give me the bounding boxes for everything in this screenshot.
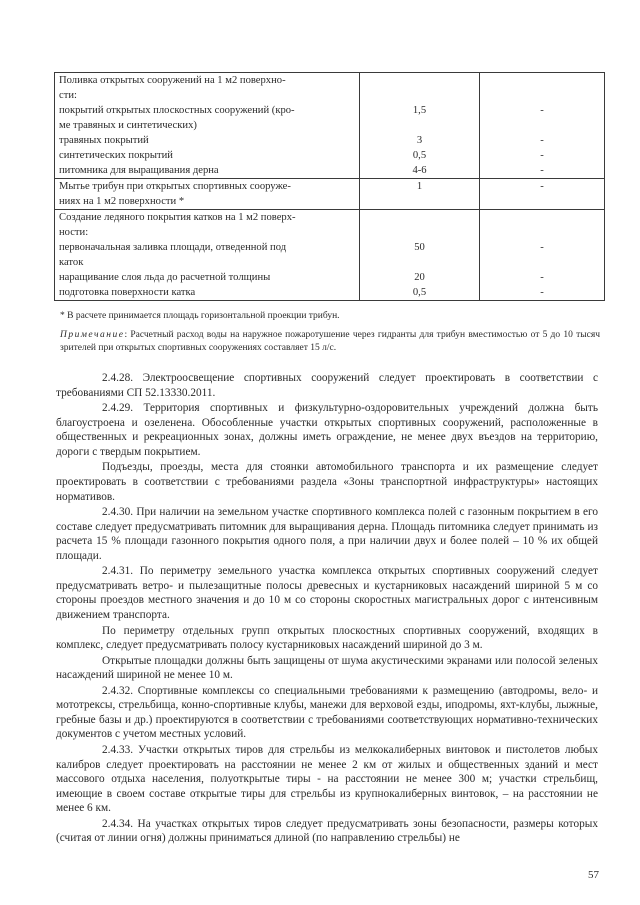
table-body xyxy=(55,73,605,301)
cell-line: ме травяных и синтетических) xyxy=(59,120,197,131)
cell-line xyxy=(480,255,604,270)
cell-line: Создание ледяного покрытия катков на 1 м2 поверх- xyxy=(59,212,296,223)
cell-line: - xyxy=(540,287,544,298)
body-paragraph: 2.4.32. Спортивные комплексы со специальными требованиями к размещению (автодромы, вело- и мототрексы, стрельбища, конно-спортивные клубы, манежи для верховой езды, иподромы, яхт-клубы, лыжные, гребные базы и др.) проектируются в соответствии с требованиями соответствующих нормативно-технических документов с учетом местных условий. xyxy=(56,684,598,741)
value-cell xyxy=(360,179,480,210)
table-footnote: * В расчете принимается площадь горизонтальной проекции трибун. xyxy=(60,311,340,321)
cell-line: Поливка открытых сооружений на 1 м2 поверхно- xyxy=(59,75,286,86)
extra-value-cell xyxy=(480,210,605,301)
cell-line: 20 xyxy=(414,272,425,283)
body-paragraph: Открытые площадки должны быть защищены от шума акустическими экранами или полосой зеленых насаждений шириной не менее 10 м. xyxy=(56,654,598,682)
value-cell xyxy=(360,210,480,301)
cell-line: 1 xyxy=(416,181,423,192)
extra-value-cell xyxy=(480,73,605,179)
cell-line: - xyxy=(540,272,544,283)
cell-line: - xyxy=(540,165,544,176)
body-paragraph: 2.4.33. Участки открытых тиров для стрельбы из мелкокалиберных винтовок и пистолетов любых калибров следует проектировать на расстоянии не менее 2 км от жилых и общественных зданий и мест массового отдыха населения, полуоткрытые тиры - на расстоянии не менее 300 м; участки стрельбищ, имеющие в своем составе открытые тиры для стрельбы из крупнокалиберных винтовок, – на расстоянии не менее 6 км. xyxy=(56,743,598,815)
cell-line: 0,5 xyxy=(412,150,427,161)
body-paragraph: 2.4.30. При наличии на земельном участке спортивного комплекса полей с газонным покрытием в его составе следует предусматривать питомник для выращивания дерна. Площадь питомника следует принимать из расчета 15 % площади газонного покрытия одного поля, а при наличии двух и более полей – 10 % их общей площади. xyxy=(56,506,598,562)
cell-line: наращивание слоя льда до расчетной толщины xyxy=(59,272,271,283)
cell-line: ниях на 1 м2 поверхности * xyxy=(59,196,185,207)
water-consumption-table xyxy=(54,72,605,301)
parameter-cell xyxy=(55,210,360,301)
cell-line: - xyxy=(540,242,544,253)
page-number: 57 xyxy=(588,869,599,881)
note-text: : Расчетный расход воды на наружное пожаротушение через гидранты для трибун вместимостью от 5 до 10 тысяч зрителей при открытых спортивных сооружениях составляет 15 л/с. xyxy=(60,330,600,353)
cell-line xyxy=(480,88,604,103)
cell-line xyxy=(480,194,604,209)
cell-line xyxy=(360,73,479,88)
cell-line: - xyxy=(540,181,544,192)
cell-line: - xyxy=(540,135,544,146)
table-note xyxy=(60,329,600,355)
cell-line: травяных покрытий xyxy=(59,135,149,146)
body-text xyxy=(56,371,598,847)
cell-line: подготовка поверхности катка xyxy=(59,287,196,298)
cell-line: 1,5 xyxy=(412,105,427,116)
cell-line xyxy=(360,194,479,209)
cell-line: 0,5 xyxy=(412,287,427,298)
cell-line xyxy=(360,118,479,133)
table-row xyxy=(55,210,605,301)
body-paragraph: Подъезды, проезды, места для стоянки автомобильного транспорта и их размещение следует проектировать в соответствии с требованиями раздела «Зоны транспортной инфраструктуры» настоящих нормативов. xyxy=(56,461,598,503)
cell-line xyxy=(480,225,604,240)
extra-value-cell xyxy=(480,179,605,210)
cell-line xyxy=(360,210,479,225)
cell-line: - xyxy=(540,150,544,161)
cell-line xyxy=(480,118,604,133)
cell-line xyxy=(360,255,479,270)
parameter-cell xyxy=(55,73,360,179)
cell-line xyxy=(360,225,479,240)
cell-line xyxy=(480,210,604,225)
table-row xyxy=(55,179,605,210)
cell-line: 50 xyxy=(414,242,425,253)
table-row xyxy=(55,73,605,179)
cell-line: сти: xyxy=(59,90,77,101)
cell-line: - xyxy=(540,105,544,116)
body-paragraph: 2.4.29. Территория спортивных и физкультурно-оздоровительных учреждений должна быть благоустроена и озеленена. Обособленные участки открытых спортивных сооружений, расположенные в общественных и рекреационных зонах, должны иметь ограждение, не менее двух въездов на территорию, дороги с твердым покрытием. xyxy=(56,402,598,458)
cell-line xyxy=(360,88,479,103)
note-lead: Примечание xyxy=(60,330,125,340)
cell-line: 3 xyxy=(416,135,423,146)
body-paragraph: 2.4.34. На участках открытых тиров следует предусматривать зоны безопасности, размеры которых (считая от линии огня) должны приниматься длиной (по направлению стрельбы) не xyxy=(56,817,598,845)
cell-line: Мытье трибун при открытых спортивных сооруже- xyxy=(59,181,291,192)
cell-line: ности: xyxy=(59,227,89,238)
cell-line: 4-6 xyxy=(412,165,427,176)
cell-line: каток xyxy=(59,257,84,268)
value-cell xyxy=(360,73,480,179)
body-paragraph: 2.4.28. Электроосвещение спортивных сооружений следует проектировать в соответствии с требованиями СП 52.13330.2011. xyxy=(56,372,598,399)
parameter-cell xyxy=(55,179,360,210)
cell-line: синтетических покрытий xyxy=(59,150,173,161)
cell-line: питомника для выращивания дерна xyxy=(59,165,219,176)
cell-line: первоначальная заливка площади, отведенной под xyxy=(59,242,287,253)
body-paragraph: По периметру отдельных групп открытых плоскостных спортивных сооружений, входящих в комплекс, следует предусматривать полосу кустарниковых насаждений шириной до 3 м. xyxy=(56,624,598,652)
cell-line: покрытий открытых плоскостных сооружений (кро- xyxy=(59,105,295,116)
cell-line xyxy=(480,73,604,88)
body-paragraph: 2.4.31. По периметру земельного участка комплекса открытых спортивных сооружений следует предусматривать ветро- и пылезащитные полосы древесных и кустарниковых насаждений шириной 5 м со стороны проездов местного значения и до 10 м со стороны скоростных магистральных дорог с интенсивным движением транспорта. xyxy=(56,565,598,622)
